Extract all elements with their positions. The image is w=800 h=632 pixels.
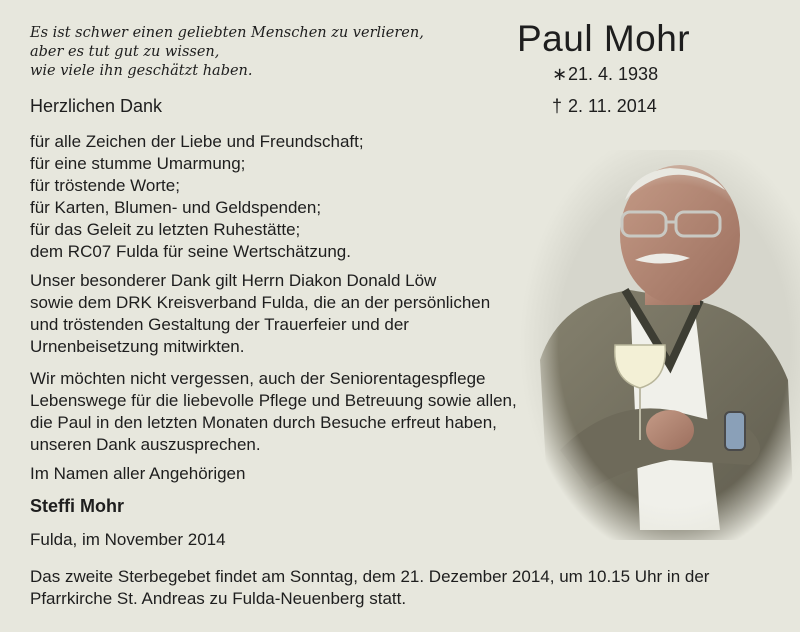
death-date-line (552, 96, 657, 117)
paragraph-line: Lebenswege für die liebevolle Pflege und Betreuung sowie allen, (30, 391, 517, 410)
place-date: Fulda, im November 2014 (30, 530, 226, 549)
note-line: Pfarrkirche St. Andreas zu Fulda-Neuenberg statt. (30, 589, 407, 608)
paragraph-line: Wir möchten nicht vergessen, auch der Seniorentagespflege (30, 369, 486, 388)
birth-date: 21. 4. 1938 (568, 64, 659, 84)
birth-star-icon: ∗ (552, 64, 568, 84)
paragraph-line: sowie dem DRK Kreisverband Fulda, die an der persönlichen (30, 293, 491, 312)
signer-name: Steffi Mohr (30, 496, 124, 516)
quote-line: Es ist schwer einen geliebten Menschen zu verlieren, (30, 25, 424, 41)
thanks-item: für das Geleit zu letzten Ruhestätte; (30, 220, 301, 239)
thanks-item: für tröstende Worte; (30, 176, 180, 195)
thanks-heading: Herzlichen Dank (30, 96, 163, 116)
deceased-name: Paul Mohr (517, 18, 691, 59)
prayer-note (30, 566, 709, 610)
quote-line: wie viele ihn geschätzt haben. (30, 63, 253, 79)
special-thanks-paragraph (30, 270, 490, 358)
birth-date-line (552, 64, 658, 85)
paragraph-line: Urnenbeisetzung mitwirkten. (30, 337, 245, 356)
portrait-photo (520, 150, 800, 540)
paragraph-line: und tröstenden Gestaltung der Trauerfeier und der (30, 315, 409, 334)
thanks-item: für Karten, Blumen- und Geldspenden; (30, 198, 322, 217)
note-line: Das zweite Sterbegebet findet am Sonntag, dem 21. Dezember 2014, um 10.15 Uhr in der (30, 567, 710, 586)
thanks-item: für alle Zeichen der Liebe und Freundschaft; (30, 132, 364, 151)
death-date: 2. 11. 2014 (568, 96, 657, 116)
paragraph-line: unseren Dank auszusprechen. (30, 435, 261, 454)
thanks-list (30, 131, 364, 263)
thanks-item: für eine stumme Umarmung; (30, 154, 246, 173)
death-cross-icon: † (552, 96, 563, 116)
paragraph-line: Unser besonderer Dank gilt Herrn Diakon Donald Löw (30, 271, 437, 290)
thanks-item: dem RC07 Fulda für seine Wertschätzung. (30, 242, 351, 261)
paragraph-line: die Paul in den letzten Monaten durch Besuche erfreut haben, (30, 413, 497, 432)
quote-line: aber es tut gut zu wissen, (30, 44, 220, 60)
greeting: Im Namen aller Angehörigen (30, 464, 246, 483)
quote (30, 24, 424, 81)
care-thanks-paragraph (30, 368, 517, 456)
